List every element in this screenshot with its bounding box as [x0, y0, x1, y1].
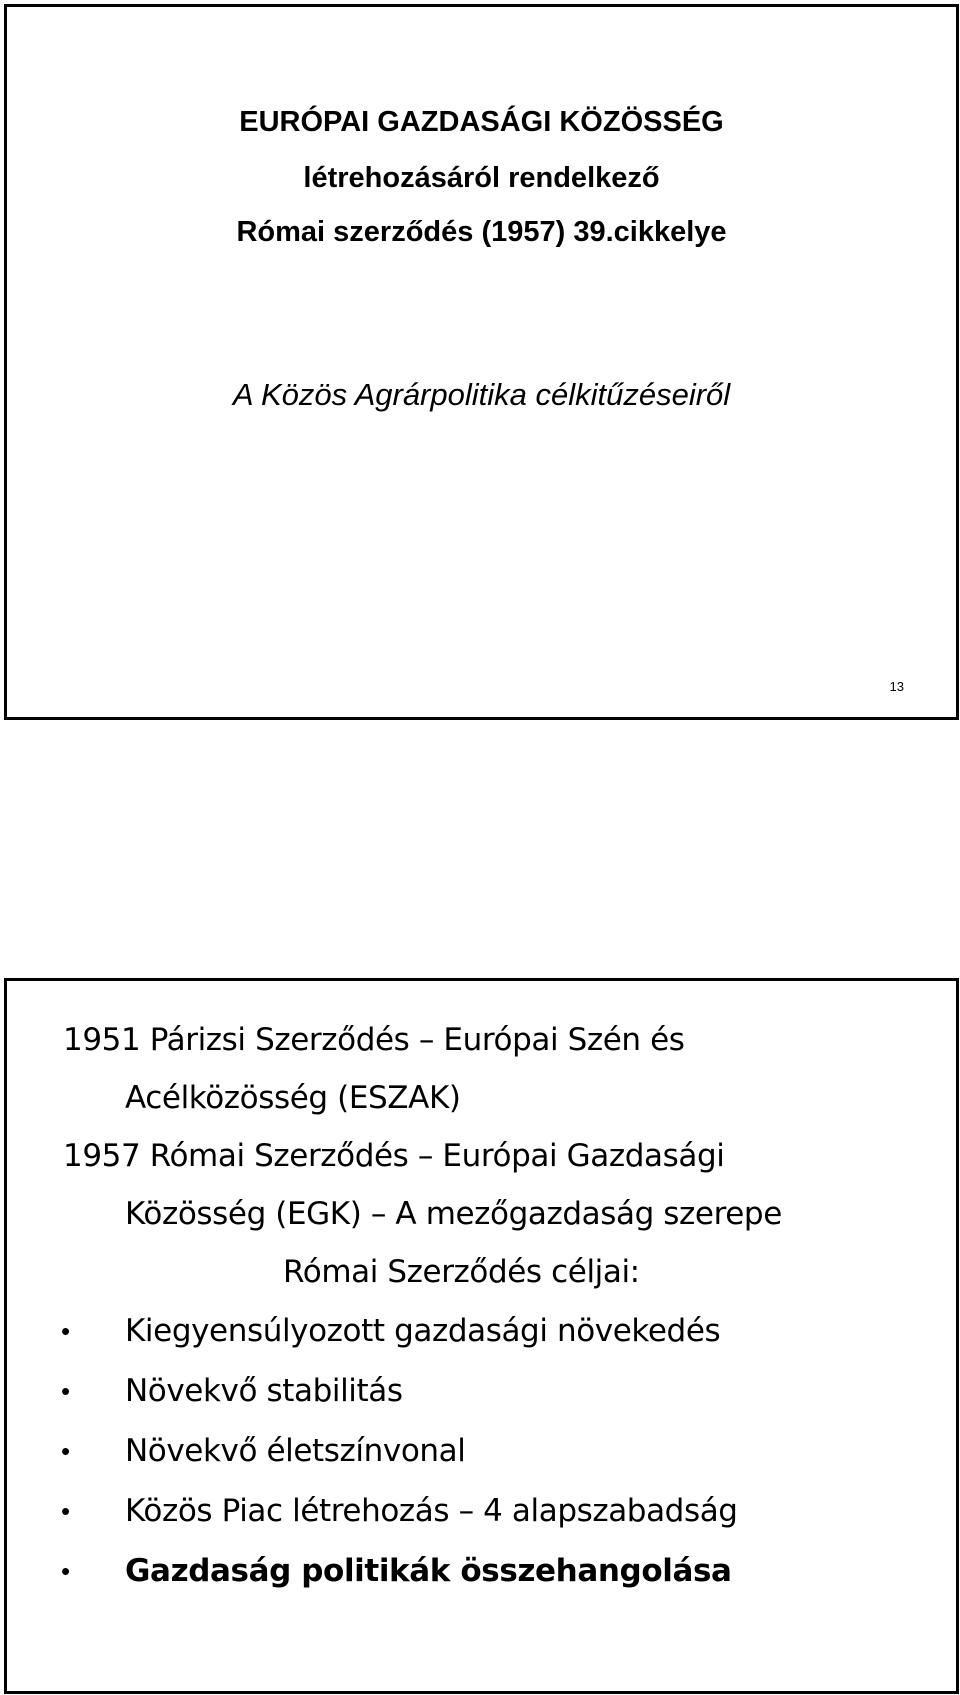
slide-title-line-2: létrehozásáról rendelkező [303, 162, 660, 194]
bullet-item-3: Növekvő életszínvonal [125, 1433, 466, 1469]
bullet-icon: • [61, 1376, 71, 1406]
slide-14 [4, 978, 959, 1694]
bullet-icon: • [61, 1496, 71, 1526]
bullet-item-4: Közös Piac létrehozás – 4 alapszabadság [125, 1493, 738, 1529]
paragraph-1-line-2: Acélközösség (ESZAK) [125, 1080, 461, 1116]
page-number: 13 [889, 679, 904, 694]
slide-13 [4, 4, 959, 720]
bullet-item-2: Növekvő stabilitás [125, 1373, 403, 1409]
slide-title-line-3: Római szerződés (1957) 39.cikkelye [236, 216, 727, 248]
slide-subtitle: A Közös Agrárpolitika célkitűzéseiről [232, 377, 731, 412]
goals-heading: Római Szerződés céljai: [283, 1254, 640, 1290]
slide-title-line-1: EURÓPAI GAZDASÁGI KÖZÖSSÉG [239, 106, 724, 138]
paragraph-2-line-1: 1957 Római Szerződés – Európai Gazdasági [63, 1138, 725, 1174]
bullet-icon: • [61, 1556, 71, 1586]
paragraph-1-line-1: 1951 Párizsi Szerződés – Európai Szén és [63, 1022, 685, 1058]
bullet-item-1: Kiegyensúlyozott gazdasági növekedés [125, 1313, 721, 1349]
bullet-icon: • [61, 1316, 71, 1346]
bullet-item-5: Gazdaság politikák összehangolása [125, 1553, 732, 1589]
paragraph-2-line-2: Közösség (EGK) – A mezőgazdaság szerepe [125, 1196, 782, 1232]
bullet-icon: • [61, 1436, 71, 1466]
